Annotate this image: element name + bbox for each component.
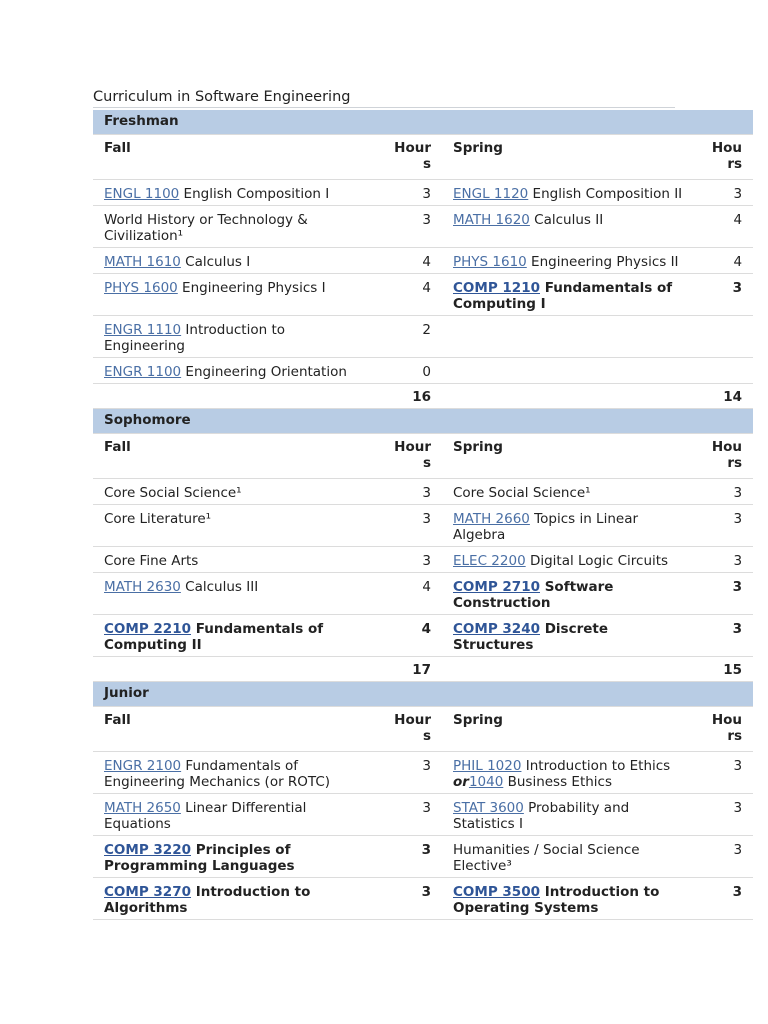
document-title: Curriculum in Software Engineering xyxy=(93,88,675,108)
course-title: Core Fine Arts xyxy=(104,553,199,569)
spring-course xyxy=(442,794,695,836)
course-title: Calculus I xyxy=(180,254,251,270)
spring-header: Spring xyxy=(442,135,695,180)
course-hours: 3 xyxy=(695,274,753,316)
course-hours-empty xyxy=(695,316,753,358)
course-row xyxy=(93,878,753,920)
course-link[interactable]: MATH 2650 xyxy=(104,800,181,816)
hours-header: Hours xyxy=(695,434,753,479)
spring-header: Spring xyxy=(442,707,695,752)
course-hours: 3 xyxy=(695,573,753,615)
course-link[interactable]: MATH 1610 xyxy=(104,254,181,270)
spring-total: 14 xyxy=(695,384,753,409)
course-link[interactable]: COMP 2710 xyxy=(453,579,540,595)
course-hours: 3 xyxy=(376,505,442,547)
fall-course xyxy=(93,479,376,505)
spring-course xyxy=(442,479,695,505)
fall-course xyxy=(93,316,376,358)
curriculum-table xyxy=(93,110,753,920)
fall-total: 16 xyxy=(376,384,442,409)
or-conjunction: or xyxy=(453,774,469,790)
fall-course xyxy=(93,615,376,657)
hours-header: Hours xyxy=(376,135,442,180)
fall-course xyxy=(93,505,376,547)
course-title: Introduction to Algorithms xyxy=(104,884,311,916)
course-title: Fundamentals of Computing II xyxy=(104,621,324,653)
course-hours: 3 xyxy=(376,547,442,573)
spring-course xyxy=(442,573,695,615)
course-link[interactable]: MATH 1620 xyxy=(453,212,530,228)
spring-course xyxy=(442,878,695,920)
fall-course xyxy=(93,836,376,878)
course-title: Topics in Linear Algebra xyxy=(453,511,639,543)
year-header-junior xyxy=(93,682,753,707)
fall-course xyxy=(93,206,376,248)
fall-course xyxy=(93,878,376,920)
hours-header: Hours xyxy=(695,135,753,180)
course-title: Introduction to Operating Systems xyxy=(453,884,660,916)
course-title: Introduction to Ethics xyxy=(521,758,671,774)
course-hours: 3 xyxy=(695,479,753,505)
spring-course-empty xyxy=(442,316,695,358)
year-header-sophomore xyxy=(93,409,753,434)
fall-course xyxy=(93,752,376,794)
course-row xyxy=(93,752,753,794)
course-row xyxy=(93,836,753,878)
course-title: Discrete Structures xyxy=(453,621,608,653)
total-spacer xyxy=(442,384,695,409)
course-hours: 3 xyxy=(695,615,753,657)
spring-course xyxy=(442,180,695,206)
course-title: Core Social Science¹ xyxy=(453,485,591,501)
course-hours: 3 xyxy=(376,206,442,248)
course-hours: 4 xyxy=(376,248,442,274)
course-link[interactable]: COMP 3500 xyxy=(453,884,540,900)
spring-course xyxy=(442,248,695,274)
spring-course-empty xyxy=(442,358,695,384)
fall-course xyxy=(93,358,376,384)
course-title: Fundamentals of Computing I xyxy=(453,280,673,312)
spring-course xyxy=(442,752,695,794)
course-hours: 3 xyxy=(376,479,442,505)
course-hours: 3 xyxy=(376,878,442,920)
course-title: English Composition II xyxy=(528,186,683,202)
course-link[interactable]: COMP 1210 xyxy=(453,280,540,296)
course-hours: 3 xyxy=(695,547,753,573)
fall-total: 17 xyxy=(376,657,442,682)
course-title: World History or Technology & Civilization¹ xyxy=(104,212,308,244)
course-title: Business Ethics xyxy=(503,774,612,790)
course-hours: 4 xyxy=(376,615,442,657)
course-hours: 0 xyxy=(376,358,442,384)
total-spacer xyxy=(93,657,376,682)
course-title: Engineering Orientation xyxy=(181,364,347,380)
fall-course xyxy=(93,274,376,316)
total-row xyxy=(93,384,753,409)
course-row xyxy=(93,180,753,206)
course-hours: 3 xyxy=(695,878,753,920)
course-title: Probability and Statistics I xyxy=(453,800,630,832)
spring-course xyxy=(442,615,695,657)
total-spacer xyxy=(93,384,376,409)
spring-course xyxy=(442,206,695,248)
column-header-row xyxy=(93,707,753,752)
course-row xyxy=(93,794,753,836)
column-header-row xyxy=(93,434,753,479)
course-title: Engineering Physics II xyxy=(526,254,679,270)
course-hours: 4 xyxy=(695,206,753,248)
course-link[interactable]: MATH 2660 xyxy=(453,511,530,527)
course-title: Principles of Programming Languages xyxy=(104,842,295,874)
fall-course xyxy=(93,180,376,206)
year-header-freshman xyxy=(93,110,753,135)
course-row xyxy=(93,248,753,274)
course-link[interactable]: ELEC 2200 xyxy=(453,553,526,569)
course-hours-empty xyxy=(695,358,753,384)
course-link[interactable]: ENGL 1100 xyxy=(104,186,180,202)
course-link[interactable]: ENGL 1120 xyxy=(453,186,529,202)
course-link[interactable]: ENGR 1100 xyxy=(104,364,182,380)
course-row xyxy=(93,206,753,248)
fall-course xyxy=(93,547,376,573)
course-title: Humanities / Social Science Elective³ xyxy=(453,842,640,874)
course-link[interactable]: 1040 xyxy=(468,774,504,790)
course-link[interactable]: PHYS 1610 xyxy=(453,254,527,270)
course-row xyxy=(93,316,753,358)
course-link[interactable]: PHYS 1600 xyxy=(104,280,178,296)
course-hours: 3 xyxy=(376,180,442,206)
course-title: Core Literature¹ xyxy=(104,511,212,527)
course-hours: 4 xyxy=(695,248,753,274)
course-hours: 3 xyxy=(376,752,442,794)
course-title: Calculus III xyxy=(180,579,259,595)
column-header-row xyxy=(93,135,753,180)
year-label: Freshman xyxy=(93,110,753,135)
fall-header: Fall xyxy=(93,135,376,180)
course-hours: 3 xyxy=(695,794,753,836)
course-link[interactable]: ENGR 2100 xyxy=(104,758,182,774)
course-row xyxy=(93,547,753,573)
fall-header: Fall xyxy=(93,434,376,479)
fall-course xyxy=(93,573,376,615)
course-title: English Composition I xyxy=(179,186,330,202)
course-hours: 3 xyxy=(695,180,753,206)
course-row xyxy=(93,573,753,615)
course-link[interactable]: PHIL 1020 xyxy=(453,758,522,774)
course-title: Core Social Science¹ xyxy=(104,485,242,501)
course-hours: 3 xyxy=(695,505,753,547)
course-hours: 2 xyxy=(376,316,442,358)
year-label: Junior xyxy=(93,682,753,707)
course-hours: 3 xyxy=(376,794,442,836)
total-row xyxy=(93,657,753,682)
spring-header: Spring xyxy=(442,434,695,479)
course-link[interactable]: ENGR 1110 xyxy=(104,322,182,338)
course-hours: 3 xyxy=(695,836,753,878)
spring-total: 15 xyxy=(695,657,753,682)
spring-course xyxy=(442,505,695,547)
course-hours: 3 xyxy=(376,836,442,878)
course-link[interactable]: COMP 3240 xyxy=(453,621,540,637)
course-row xyxy=(93,505,753,547)
hours-header: Hours xyxy=(376,707,442,752)
year-label: Sophomore xyxy=(93,409,753,434)
course-title: Engineering Physics I xyxy=(177,280,326,296)
course-link[interactable]: COMP 2210 xyxy=(104,621,191,637)
spring-course xyxy=(442,274,695,316)
course-title: Software Construction xyxy=(453,579,614,611)
course-row xyxy=(93,479,753,505)
fall-course xyxy=(93,794,376,836)
course-row xyxy=(93,274,753,316)
hours-header: Hours xyxy=(376,434,442,479)
hours-header: Hours xyxy=(695,707,753,752)
course-title: Digital Logic Circuits xyxy=(525,553,669,569)
fall-course xyxy=(93,248,376,274)
fall-header: Fall xyxy=(93,707,376,752)
course-link[interactable]: COMP 3220 xyxy=(104,842,191,858)
course-hours: 3 xyxy=(695,752,753,794)
course-title: Introduction to Engineering xyxy=(104,322,286,354)
spring-course xyxy=(442,547,695,573)
total-spacer xyxy=(442,657,695,682)
course-title: Calculus II xyxy=(529,212,604,228)
course-row xyxy=(93,615,753,657)
spring-course xyxy=(442,836,695,878)
course-row xyxy=(93,358,753,384)
course-title: Fundamentals of Engineering Mechanics (or ROTC) xyxy=(104,758,331,790)
course-title: Linear Differential Equations xyxy=(104,800,307,832)
course-hours: 4 xyxy=(376,274,442,316)
course-link[interactable]: STAT 3600 xyxy=(453,800,524,816)
course-link[interactable]: COMP 3270 xyxy=(104,884,191,900)
course-hours: 4 xyxy=(376,573,442,615)
course-link[interactable]: MATH 2630 xyxy=(104,579,181,595)
